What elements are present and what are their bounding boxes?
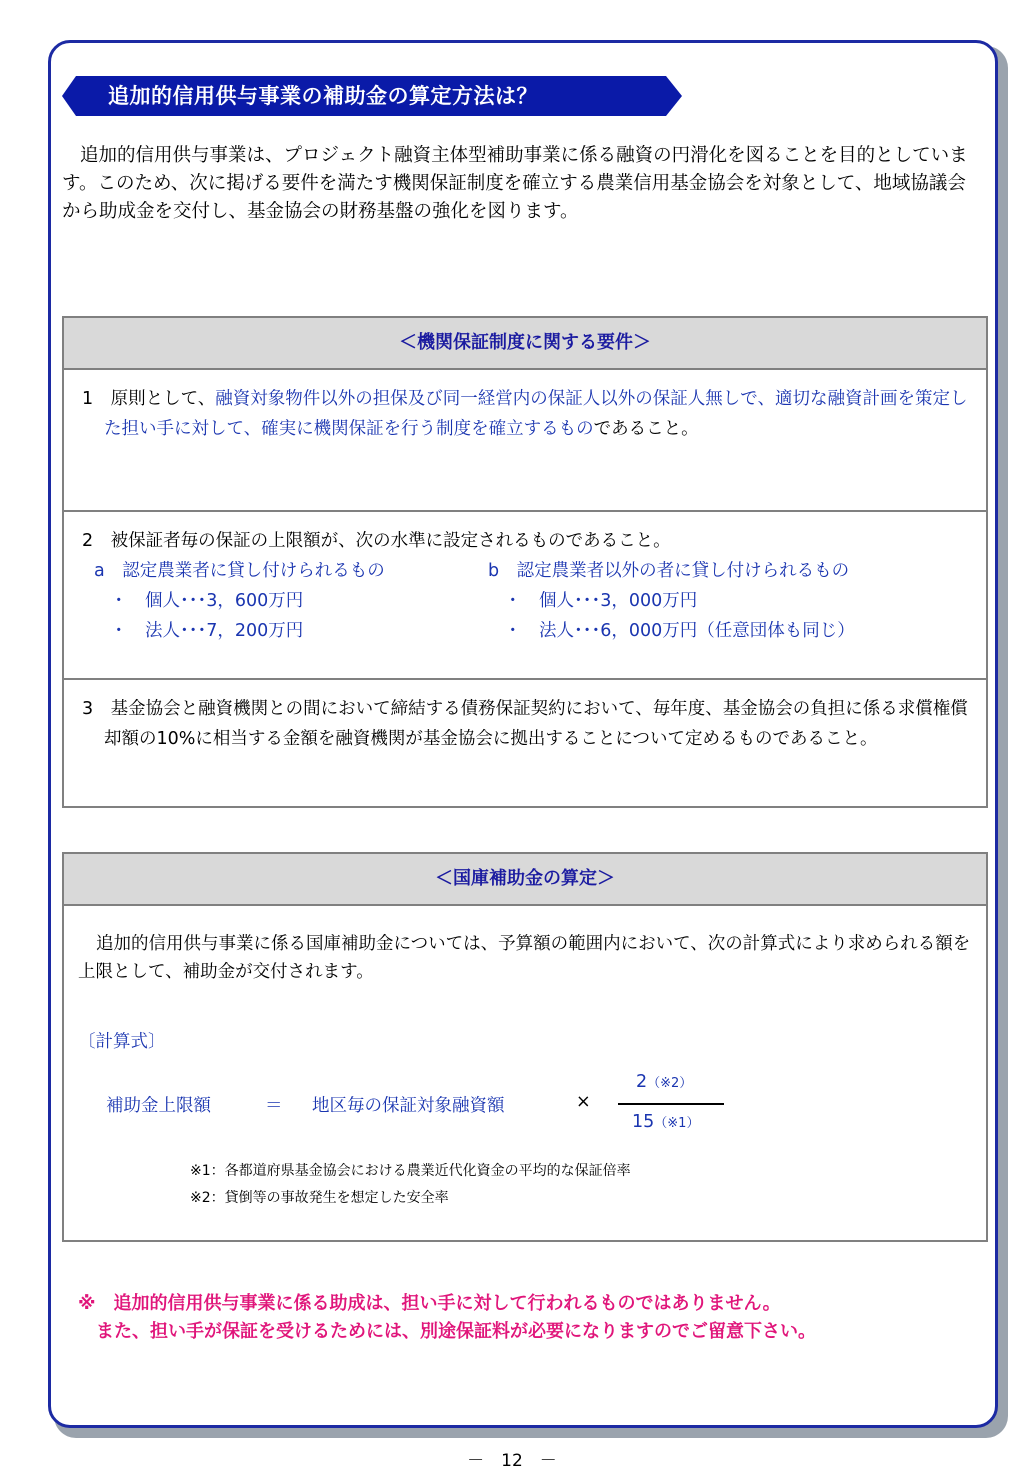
requirement-1-highlight: 融資対象物件以外の担保及び同一経営内の保証人以外の保証人無しで、適切な融資計画を策定した担い手に対して、確実に機関保証を行う制度を確立するもの: [104, 389, 968, 439]
intro-paragraph: 追加的信用供与事業は、プロジェクト融資主体型補助事業に係る融資の円滑化を図ることを目的としています。このため、次に掲げる要件を満たす機関保証制度を確立する農業信用基金協会を対象として、地域協議会から助成金を交付し、基金協会の財務基盤の強化を図ります。: [62, 145, 968, 222]
formula-label: 〔計算式〕: [78, 1032, 166, 1052]
fraction-bar: [618, 1103, 724, 1105]
requirement-2-text: 2 被保証者毎の保証の上限額が、次の水準に設定されるものであること。: [82, 531, 671, 551]
col-b-heading: b 認定農業者以外の者に貸し付けられるもの: [488, 561, 850, 581]
warning-line-1: ※ 追加的信用供与事業に係る助成は、担い手に対して行われるものではありません。: [78, 1293, 781, 1314]
subsidy-header: ＜国庫補助金の算定＞: [64, 854, 986, 906]
formula-left: 補助金上限額: [106, 1096, 211, 1116]
requirements-box: [62, 316, 988, 808]
subsidy-box: [62, 852, 988, 1242]
footnote-2: ※2：貸倒等の事故発生を想定した安全率: [190, 1190, 449, 1206]
requirement-3: 3 基金協会と融資機関との間において締結する債務保証契約において、毎年度、基金協会の負担に係る求償権償却額の10%に相当する金額を融資機関が基金協会に拠出することについて定めるものであること。: [82, 699, 968, 749]
col-b-individual: ・ 個人･･･3，000万円: [504, 591, 698, 611]
col-a-heading: a 認定農業者に貸し付けられるもの: [94, 561, 385, 581]
warning-line-2: また、担い手が保証を受けるためには、別途保証料が必要になりますのでご留意下さい。: [96, 1321, 816, 1342]
page-number: － 12 －: [467, 1451, 557, 1471]
page-title: 追加的信用供与事業の補助金の算定方法は？: [108, 84, 538, 108]
requirement-2: [64, 512, 986, 680]
formula-mid: 地区毎の保証対象融資額: [312, 1096, 505, 1116]
fraction-denominator: 15（※1）: [632, 1112, 700, 1132]
col-a-individual: ・ 個人･･･3，600万円: [110, 591, 304, 611]
requirements-header: ＜機関保証制度に関する要件＞: [64, 318, 986, 370]
col-a-corporation: ・ 法人･･･7，200万円: [110, 621, 304, 641]
footnote-1: ※1：各都道府県基金協会における農業近代化資金の平均的な保証倍率: [190, 1163, 631, 1179]
formula-times: ×: [576, 1092, 591, 1112]
formula-equals: ＝: [265, 1096, 283, 1116]
subsidy-text: 追加的信用供与事業に係る国庫補助金については、予算額の範囲内において、次の計算式により求められる額を上限として、補助金が交付されます。: [78, 934, 971, 982]
fraction-numerator: 2（※2）: [636, 1072, 693, 1092]
col-b-corporation: ・ 法人･･･6，000万円（任意団体も同じ）: [504, 621, 855, 641]
requirement-1: 1 原則として、融資対象物件以外の担保及び同一経営内の保証人以外の保証人無しで、適切な融資計画を策定した担い手に対して、確実に機関保証を行う制度を確立するものであること。: [64, 370, 986, 512]
